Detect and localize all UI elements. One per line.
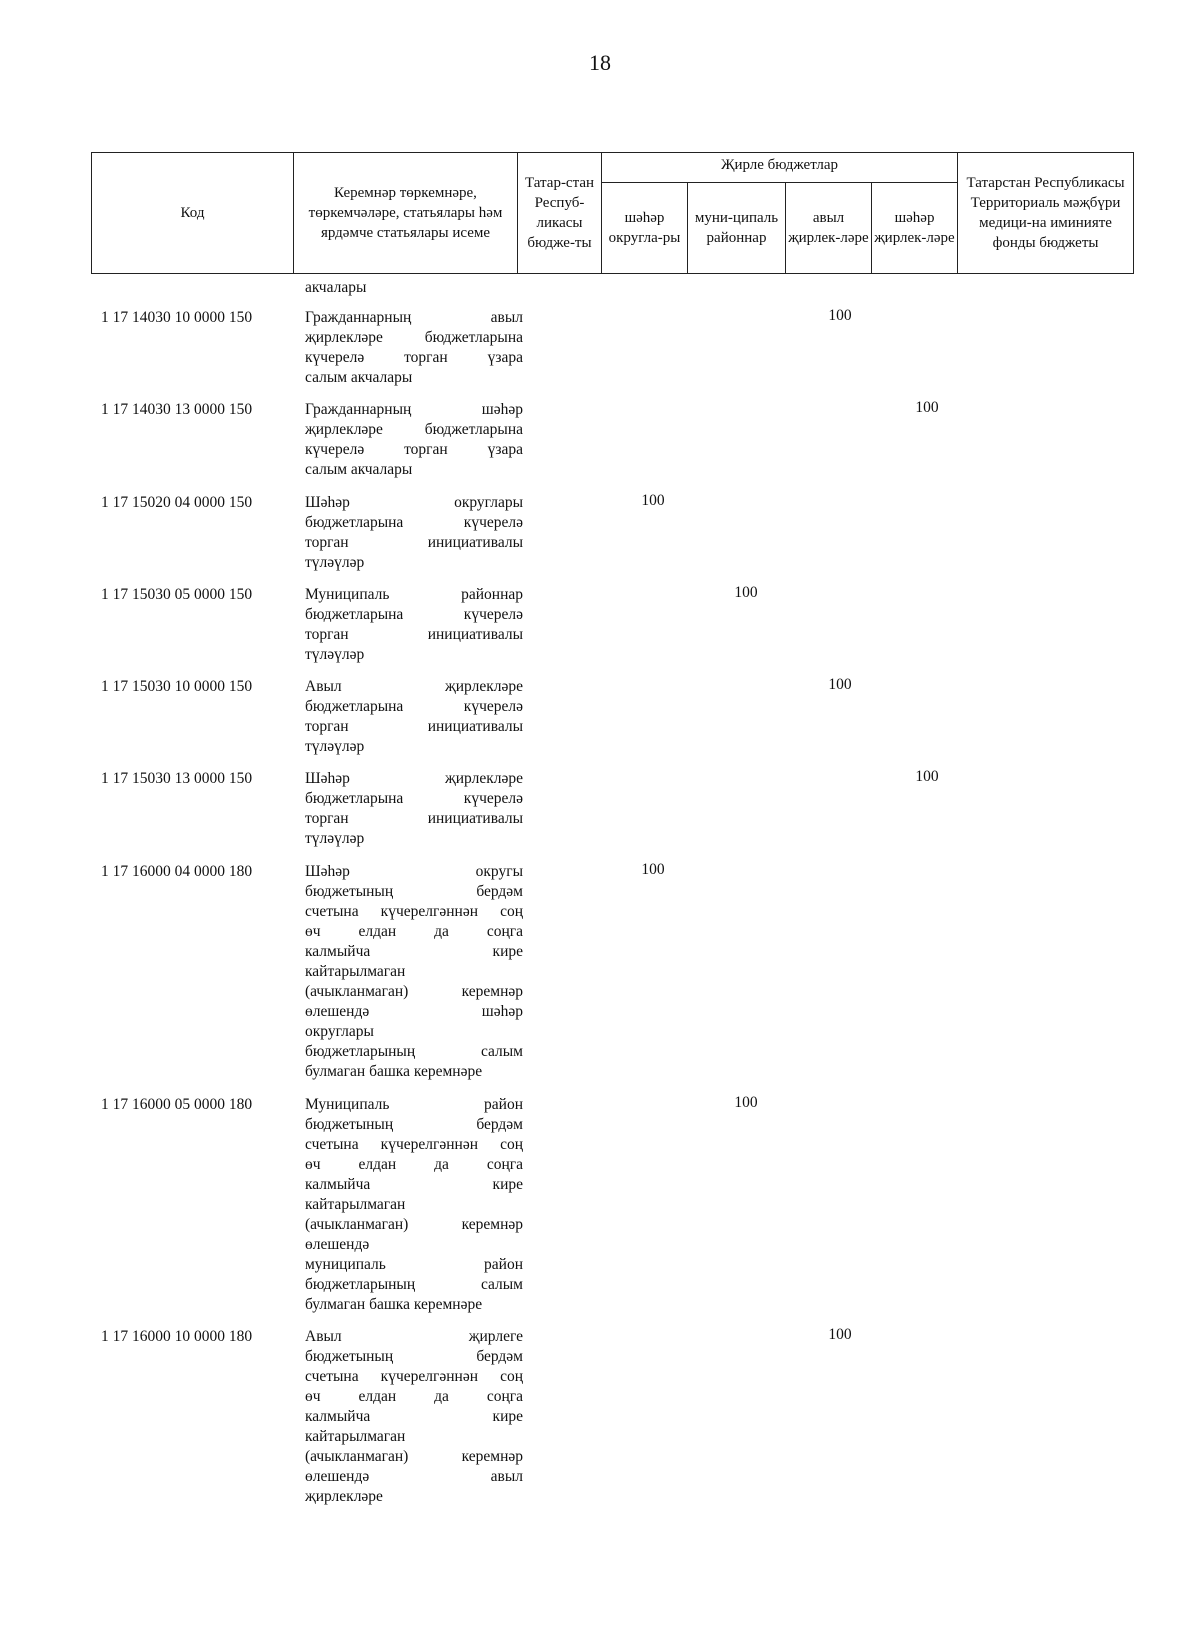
row-name-line: Шәһәр округы — [305, 863, 523, 880]
row-name-line: бюджетының бердәм — [305, 883, 523, 900]
row-name-line: өч елдан да соңга — [305, 1388, 523, 1405]
row-name — [305, 585, 523, 665]
row-code: 1 17 16000 05 0000 180 — [101, 1096, 253, 1113]
row-name — [305, 1327, 523, 1507]
row-name-line: күчерелә торган үзара — [305, 349, 523, 366]
row-name — [305, 493, 523, 573]
row-name-line: күчерелә торган үзара — [305, 441, 523, 458]
row-name-line: өч елдан да соңга — [305, 1156, 523, 1173]
row-code: 1 17 15020 04 0000 150 — [101, 494, 253, 511]
header-rt-budget: Татар-стан Респуб-ликасы бюдже-ты — [518, 153, 602, 274]
row-name-line: бюджетының бердәм — [305, 1116, 523, 1133]
row-code: 1 17 16000 04 0000 180 — [101, 863, 253, 880]
row-name-line: калмыйча кире — [305, 943, 523, 960]
header-rural-settlements: авыл җирлек-ләре — [786, 183, 872, 274]
row-name-line: торган инициативалы — [305, 810, 523, 827]
row-name-line: җирлекләре бюджетларына — [305, 329, 523, 346]
row-name — [305, 862, 523, 1082]
row-name-line: бюджетларының салым — [305, 1276, 523, 1293]
row-name-line: булмаган башка керемнәре — [305, 1296, 483, 1313]
row-name-line: түләүләр — [305, 738, 365, 755]
row-value: 100 — [734, 584, 758, 601]
row-name-line: кайтарылмаган — [305, 963, 406, 980]
row-name-line: түләүләр — [305, 554, 365, 571]
row-name-line: бюджетының бердәм — [305, 1348, 523, 1365]
row-name-line: Авыл җирлеге — [305, 1328, 523, 1345]
row-value: 100 — [828, 307, 852, 324]
row-value: 100 — [641, 861, 665, 878]
row-name-line: өч елдан да соңга — [305, 923, 523, 940]
row-name-line: счетына күчерелгәннән соң — [305, 1368, 523, 1385]
row-name-line: счетына күчерелгәннән соң — [305, 903, 523, 920]
row-name-line: Авыл җирлекләре — [305, 678, 523, 695]
row-code: 1 17 15030 13 0000 150 — [101, 770, 253, 787]
continuation-text: акчалары — [305, 279, 367, 296]
row-name-line: өлешендә авыл — [305, 1468, 523, 1485]
row-name-line: булмаган башка керемнәре — [305, 1063, 483, 1080]
row-value: 100 — [828, 1326, 852, 1343]
header-municipal-districts: муни-ципаль районнар — [688, 183, 786, 274]
row-name-line: өлешендә шәһәр — [305, 1003, 523, 1020]
row-value: 100 — [734, 1094, 758, 1111]
row-name — [305, 769, 523, 849]
row-code: 1 17 15030 10 0000 150 — [101, 678, 253, 695]
page-number: 18 — [589, 50, 611, 75]
row-name-line: бюджетларына күчерелә — [305, 514, 523, 531]
row-name-line: түләүләр — [305, 830, 365, 847]
row-name-line: салым акчалары — [305, 461, 413, 478]
row-name — [305, 400, 523, 480]
row-code: 1 17 14030 13 0000 150 — [101, 401, 253, 418]
row-name-line: Шәһәр җирлекләре — [305, 770, 523, 787]
row-name-line: торган инициативалы — [305, 718, 523, 735]
header-medical-fund: Татарстан Республикасы Территориаль мәҗбүри медици-на иминияте фонды бюджеты — [958, 153, 1134, 274]
row-name-line: муниципаль район — [305, 1256, 523, 1273]
header-urban-settlements: шәһәр җирлек-ләре — [872, 183, 958, 274]
row-code: 1 17 14030 10 0000 150 — [101, 309, 253, 326]
row-name-line: бюджетларына күчерелә — [305, 790, 523, 807]
row-name-line: бюджетларына күчерелә — [305, 606, 523, 623]
row-name-line: Муниципаль районнар — [305, 586, 523, 603]
row-name — [305, 677, 523, 757]
row-name-line: бюджетларына күчерелә — [305, 698, 523, 715]
row-name-line: кайтарылмаган — [305, 1428, 406, 1445]
row-value: 100 — [828, 676, 852, 693]
row-name-line: торган инициативалы — [305, 534, 523, 551]
row-name-line: (ачыкланмаган) керемнәр — [305, 1448, 523, 1465]
row-name-line: калмыйча кире — [305, 1408, 523, 1425]
row-value: 100 — [641, 492, 665, 509]
row-name — [305, 308, 523, 388]
row-name-line: салым акчалары — [305, 369, 413, 386]
row-name — [305, 1095, 523, 1315]
row-name-line: җирлекләре — [305, 1488, 383, 1505]
row-name-line: Гражданнарның авыл — [305, 309, 523, 326]
row-name-line: (ачыкланмаган) керемнәр — [305, 1216, 523, 1233]
row-name-line: кайтарылмаган — [305, 1196, 406, 1213]
header-name: Керемнәр төркемнәре, төркемчәләре, статьялары һәм ярдәмче статьялары исеме — [294, 153, 518, 274]
row-name-line: торган инициативалы — [305, 626, 523, 643]
row-name-line: түләүләр — [305, 646, 365, 663]
row-name-line: җирлекләре бюджетларына — [305, 421, 523, 438]
row-name-line: (ачыкланмаган) керемнәр — [305, 983, 523, 1000]
row-code: 1 17 16000 10 0000 180 — [101, 1328, 253, 1345]
row-name-line: бюджетларының салым — [305, 1043, 523, 1060]
row-value: 100 — [915, 768, 939, 785]
table-header — [91, 152, 1134, 274]
row-name-line: округлары — [305, 1023, 374, 1040]
row-name-line: калмыйча кире — [305, 1176, 523, 1193]
row-value: 100 — [915, 399, 939, 416]
row-code: 1 17 15030 05 0000 150 — [101, 586, 253, 603]
row-name-line: Муниципаль район — [305, 1096, 523, 1113]
row-name-line: өлешендә — [305, 1236, 370, 1253]
header-code: Код — [92, 153, 294, 274]
header-city-districts: шәһәр округла-ры — [602, 183, 688, 274]
row-name-line: счетына күчерелгәннән соң — [305, 1136, 523, 1153]
row-name-line: Гражданнарның шәһәр — [305, 401, 523, 418]
header-local-budgets: Җирле бюджетлар — [602, 153, 958, 183]
row-name-line: Шәһәр округлары — [305, 494, 523, 511]
